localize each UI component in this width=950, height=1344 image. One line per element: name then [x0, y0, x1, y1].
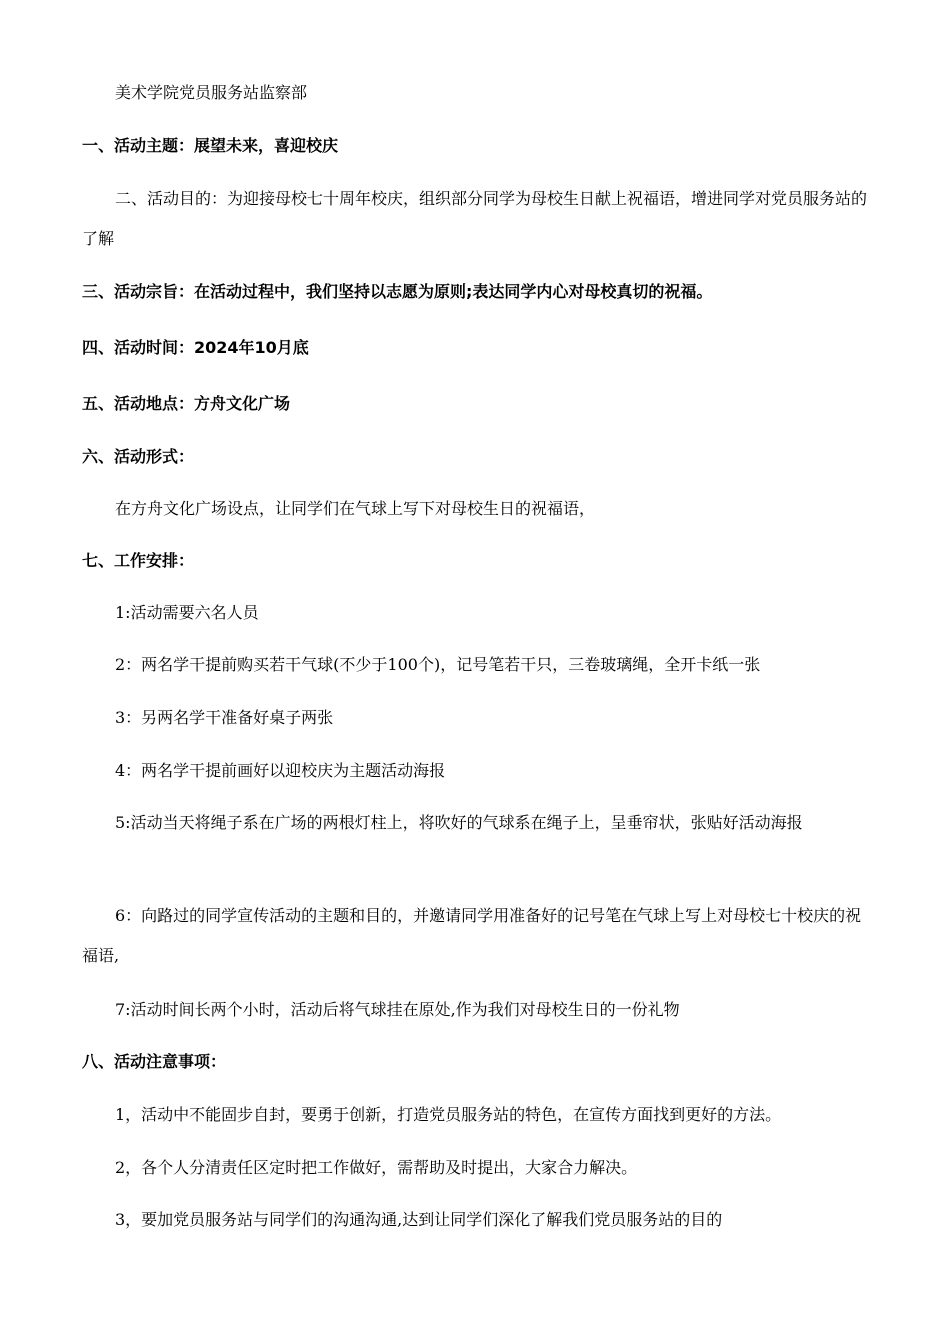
section-tenet: 三、活动宗旨：在活动过程中，我们坚持以志愿为原则;表达同学内心对母校真切的祝福。	[82, 282, 713, 301]
section-notes-heading: 八、活动注意事项：	[82, 1052, 227, 1071]
section-work-heading: 七、工作安排：	[82, 551, 195, 570]
work-item: 3：另两名学干准备好桌子两张	[115, 708, 334, 727]
note-item: 2，各个人分清责任区定时把工作做好，需帮助及时提出，大家合力解决。	[115, 1158, 638, 1177]
work-item: 2：两名学干提前购买若干气球(不少于100个)，记号笔若干只，三卷玻璃绳，全开卡纸一张	[115, 655, 761, 674]
work-item: 7:活动时间长两个小时，活动后将气球挂在原处,作为我们对母校生日的一份礼物	[115, 1000, 680, 1019]
section-theme: 一、活动主题：展望未来，喜迎校庆	[82, 136, 339, 155]
work-item: 5:活动当天将绳子系在广场的两根灯柱上，将吹好的气球系在绳子上，呈垂帘状，张贴好活动海报	[115, 813, 803, 832]
work-item: 1:活动需要六名人员	[115, 603, 259, 622]
work-item: 6：向路过的同学宣传活动的主题和目的，并邀请同学用准备好的记号笔在气球上写上对母校七十校庆的祝福语,	[82, 906, 862, 965]
note-item: 3，要加党员服务站与同学们的沟通沟通,达到让同学们深化了解我们党员服务站的目的	[115, 1210, 723, 1229]
org-line: 美术学院党员服务站监察部	[115, 83, 308, 102]
section-purpose: 二、活动目的：为迎接母校七十周年校庆，组织部分同学为母校生日献上祝福语，增进同学对党员服务站的了解	[82, 189, 868, 248]
section-form-heading: 六、活动形式：	[82, 447, 195, 466]
section-form-body: 在方舟文化广场设点，让同学们在气球上写下对母校生日的祝福语，	[115, 499, 596, 518]
work-item: 4：两名学干提前画好以迎校庆为主题活动海报	[115, 761, 446, 780]
section-time: 四、活动时间：2024年10月底	[82, 338, 309, 357]
note-item: 1，活动中不能固步自封，要勇于创新，打造党员服务站的特色，在宣传方面找到更好的方法。	[115, 1105, 782, 1124]
section-place: 五、活动地点：方舟文化广场	[82, 394, 291, 413]
